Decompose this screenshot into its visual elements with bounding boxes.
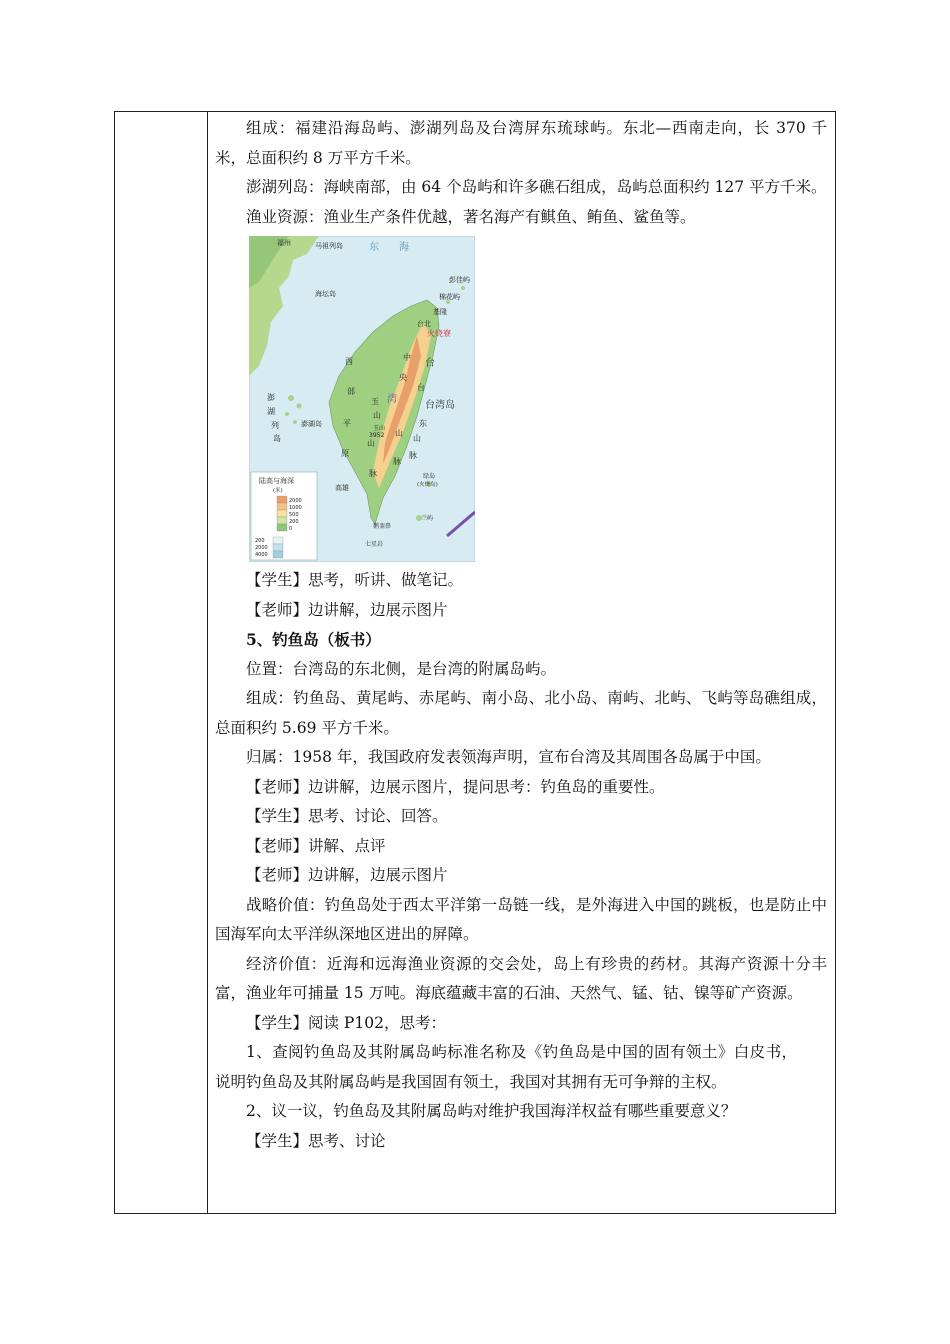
map-label-lanyu: 兰屿 <box>421 515 434 522</box>
map-label-penghudao: 澎湖岛 <box>301 420 322 428</box>
legend-land-0: 0 <box>289 526 293 532</box>
taiwan-map-figure <box>249 236 475 562</box>
map-label-coast-range-1: 台 <box>417 383 425 392</box>
student-note-3: 【学生】阅读 P102，思考： <box>246 1013 446 1032</box>
map-label-yushan-range-4: 脉 <box>369 469 377 478</box>
teacher-note-4: 【老师】边讲解，边展示图片 <box>246 866 448 884</box>
legend-sea-2000: 2000 <box>255 545 268 551</box>
map-label-haitan: 海坛岛 <box>315 290 336 298</box>
legend-unit: (米) <box>273 488 283 494</box>
teacher-note-2: 【老师】边讲解，边展示图片，提问思考：钓鱼岛的重要性。 <box>246 777 665 796</box>
map-label-hai: 海 <box>399 242 409 253</box>
map-legend <box>251 472 317 560</box>
section-heading-diaoyu: 5、钓鱼岛（板书） <box>246 630 381 649</box>
legend-sea-swatch <box>273 544 283 551</box>
paragraph-penghu: 澎湖列岛：海峡南部，由 64 个岛屿和许多礁石组成，岛屿总面积约 127 平方千米。 <box>246 178 827 196</box>
teacher-note-1: 【老师】边讲解，边展示图片 <box>246 600 448 619</box>
map-label-penghu-2: 湖 <box>267 407 275 416</box>
map-label-central-range-2: 央 <box>399 373 407 382</box>
legend-land-swatch <box>277 517 287 524</box>
map-label-penghu-4: 岛 <box>273 434 281 443</box>
map-label-west-plain-2: 部 <box>347 387 355 396</box>
map-label-qixingyan: 七星岩 <box>365 541 384 548</box>
paragraph-location: 位置：台湾岛的东北侧，是台湾的附属岛屿。 <box>246 659 557 678</box>
map-label-yushan: 玉山 <box>373 425 386 432</box>
legend-land-500: 500 <box>289 512 299 518</box>
map-label-wan: 湾 <box>387 394 397 405</box>
map-label-dong: 东 <box>369 242 379 253</box>
map-label-central-range-3: 山 <box>395 429 403 438</box>
paragraph-economic-value: 经济价值：近海和远海渔业资源的交会处，岛上有珍贵的药材。其海产资源十分丰富，渔业年可捕量 15 万吨。海底蕴藏丰富的石油、天然气、锰、钴、镍等矿产资源。 <box>215 954 827 1002</box>
lesson-table <box>114 111 836 1214</box>
paragraph-diaoyu-composition: 组成：钓鱼岛、黄尾屿、赤尾屿、南小岛、北小岛、南屿、北屿、飞屿等岛礁组成，总面积约 5.69 平方千米。 <box>215 689 827 737</box>
map-label-yushan-range-3: 山 <box>367 439 375 448</box>
legend-land-1000: 1000 <box>289 505 302 511</box>
map-label-coast-range-3: 山 <box>413 434 421 443</box>
legend-sea-swatch <box>273 537 283 544</box>
map-label-yushan-range-2: 山 <box>373 411 381 420</box>
legend-land-swatch <box>277 510 287 517</box>
map-label-penghu-3: 列 <box>271 421 279 430</box>
paragraph-fishery: 渔业资源：渔业生产条件优越，著名海产有鲯鱼、鲔鱼、鲨鱼等。 <box>246 207 696 226</box>
map-label-coast-range-2: 东 <box>419 419 427 428</box>
legend-sea-200: 200 <box>255 538 265 544</box>
map-label-west-plain-3: 平 <box>343 419 351 428</box>
map-label-coast-range-4: 脉 <box>409 451 417 460</box>
map-label-penghu-1: 澎 <box>267 393 275 402</box>
legend-sea-4000: 4000 <box>255 552 268 558</box>
legend-land-swatch <box>277 524 287 531</box>
map-label-yushan-elevation: 3952 <box>369 432 385 439</box>
map-label-taiwandao: 台湾岛 <box>425 400 455 411</box>
taiwan-map <box>249 236 475 562</box>
map-label-taibei: 台北 <box>417 320 431 328</box>
student-note-2: 【学生】思考、讨论、回答。 <box>246 807 448 825</box>
legend-land-2000: 2000 <box>289 498 302 504</box>
legend-land-swatch <box>277 496 287 503</box>
student-note-1: 【学生】思考，听讲、做笔记。 <box>246 571 464 589</box>
paragraph-strategic-value: 战略价值：钓鱼岛处于西太平洋第一岛链一线，是外海进入中国的跳板，也是防止中国海军向太平洋纵深地区进出的屏障。 <box>215 895 827 943</box>
map-label-mazu: 马祖列岛 <box>315 242 343 250</box>
map-label-huoshaoliao: 火烧寮 <box>427 329 451 338</box>
lesson-content <box>215 114 827 1156</box>
legend-land-200: 200 <box>289 519 299 525</box>
map-label-eluanbi: 鹅銮鼻 <box>373 523 392 530</box>
map-label-central-range-4: 脉 <box>393 457 401 466</box>
map-label-ludao: 绿岛 <box>423 473 436 480</box>
map-label-mianhua: 棉花屿 <box>439 293 460 301</box>
map-label-gaoxiong: 高雄 <box>335 484 349 492</box>
map-label-central-range-1: 中 <box>403 353 411 362</box>
column-divider <box>207 112 208 1213</box>
legend-title: 陆高与海深 <box>259 477 294 485</box>
paragraph-composition: 组成：福建沿海岛屿、澎湖列岛及台湾屏东琉球屿。东北—西南走向，长 370 千米，总面积约 8 万平方千米。 <box>215 119 827 167</box>
map-label-fuzhou: 福州 <box>277 239 291 247</box>
map-label-yushan-range-1: 玉 <box>371 397 379 406</box>
map-label-west-plain-4: 原 <box>341 449 349 458</box>
question-2: 2、议一议，钓鱼岛及其附属岛屿对维护我国海洋权益有哪些重要意义？ <box>246 1102 737 1120</box>
paragraph-ownership: 归属：1958 年，我国政府发表领海声明，宣布台湾及其周围各岛属于中国。 <box>246 748 771 766</box>
teacher-note-3: 【老师】讲解、点评 <box>246 836 386 855</box>
question-1: 1、查阅钓鱼岛及其附属岛屿标准名称及《钓鱼岛是中国的固有领土》白皮书，说明钓鱼岛及其附属岛屿是我国固有领土，我国对其拥有无可争辩的主权。 <box>215 1043 797 1091</box>
map-label-huoshaodao: (火烧岛) <box>417 482 438 488</box>
student-note-4: 【学生】思考、讨论 <box>246 1131 386 1150</box>
map-label-jilong: 基隆 <box>433 308 447 316</box>
legend-land-swatch <box>277 503 287 510</box>
map-label-pengjia: 彭佳屿 <box>449 276 470 284</box>
map-label-west-plain-1: 西 <box>345 357 353 366</box>
legend-sea-swatch <box>273 551 283 558</box>
map-label-tai: 台 <box>425 358 435 369</box>
